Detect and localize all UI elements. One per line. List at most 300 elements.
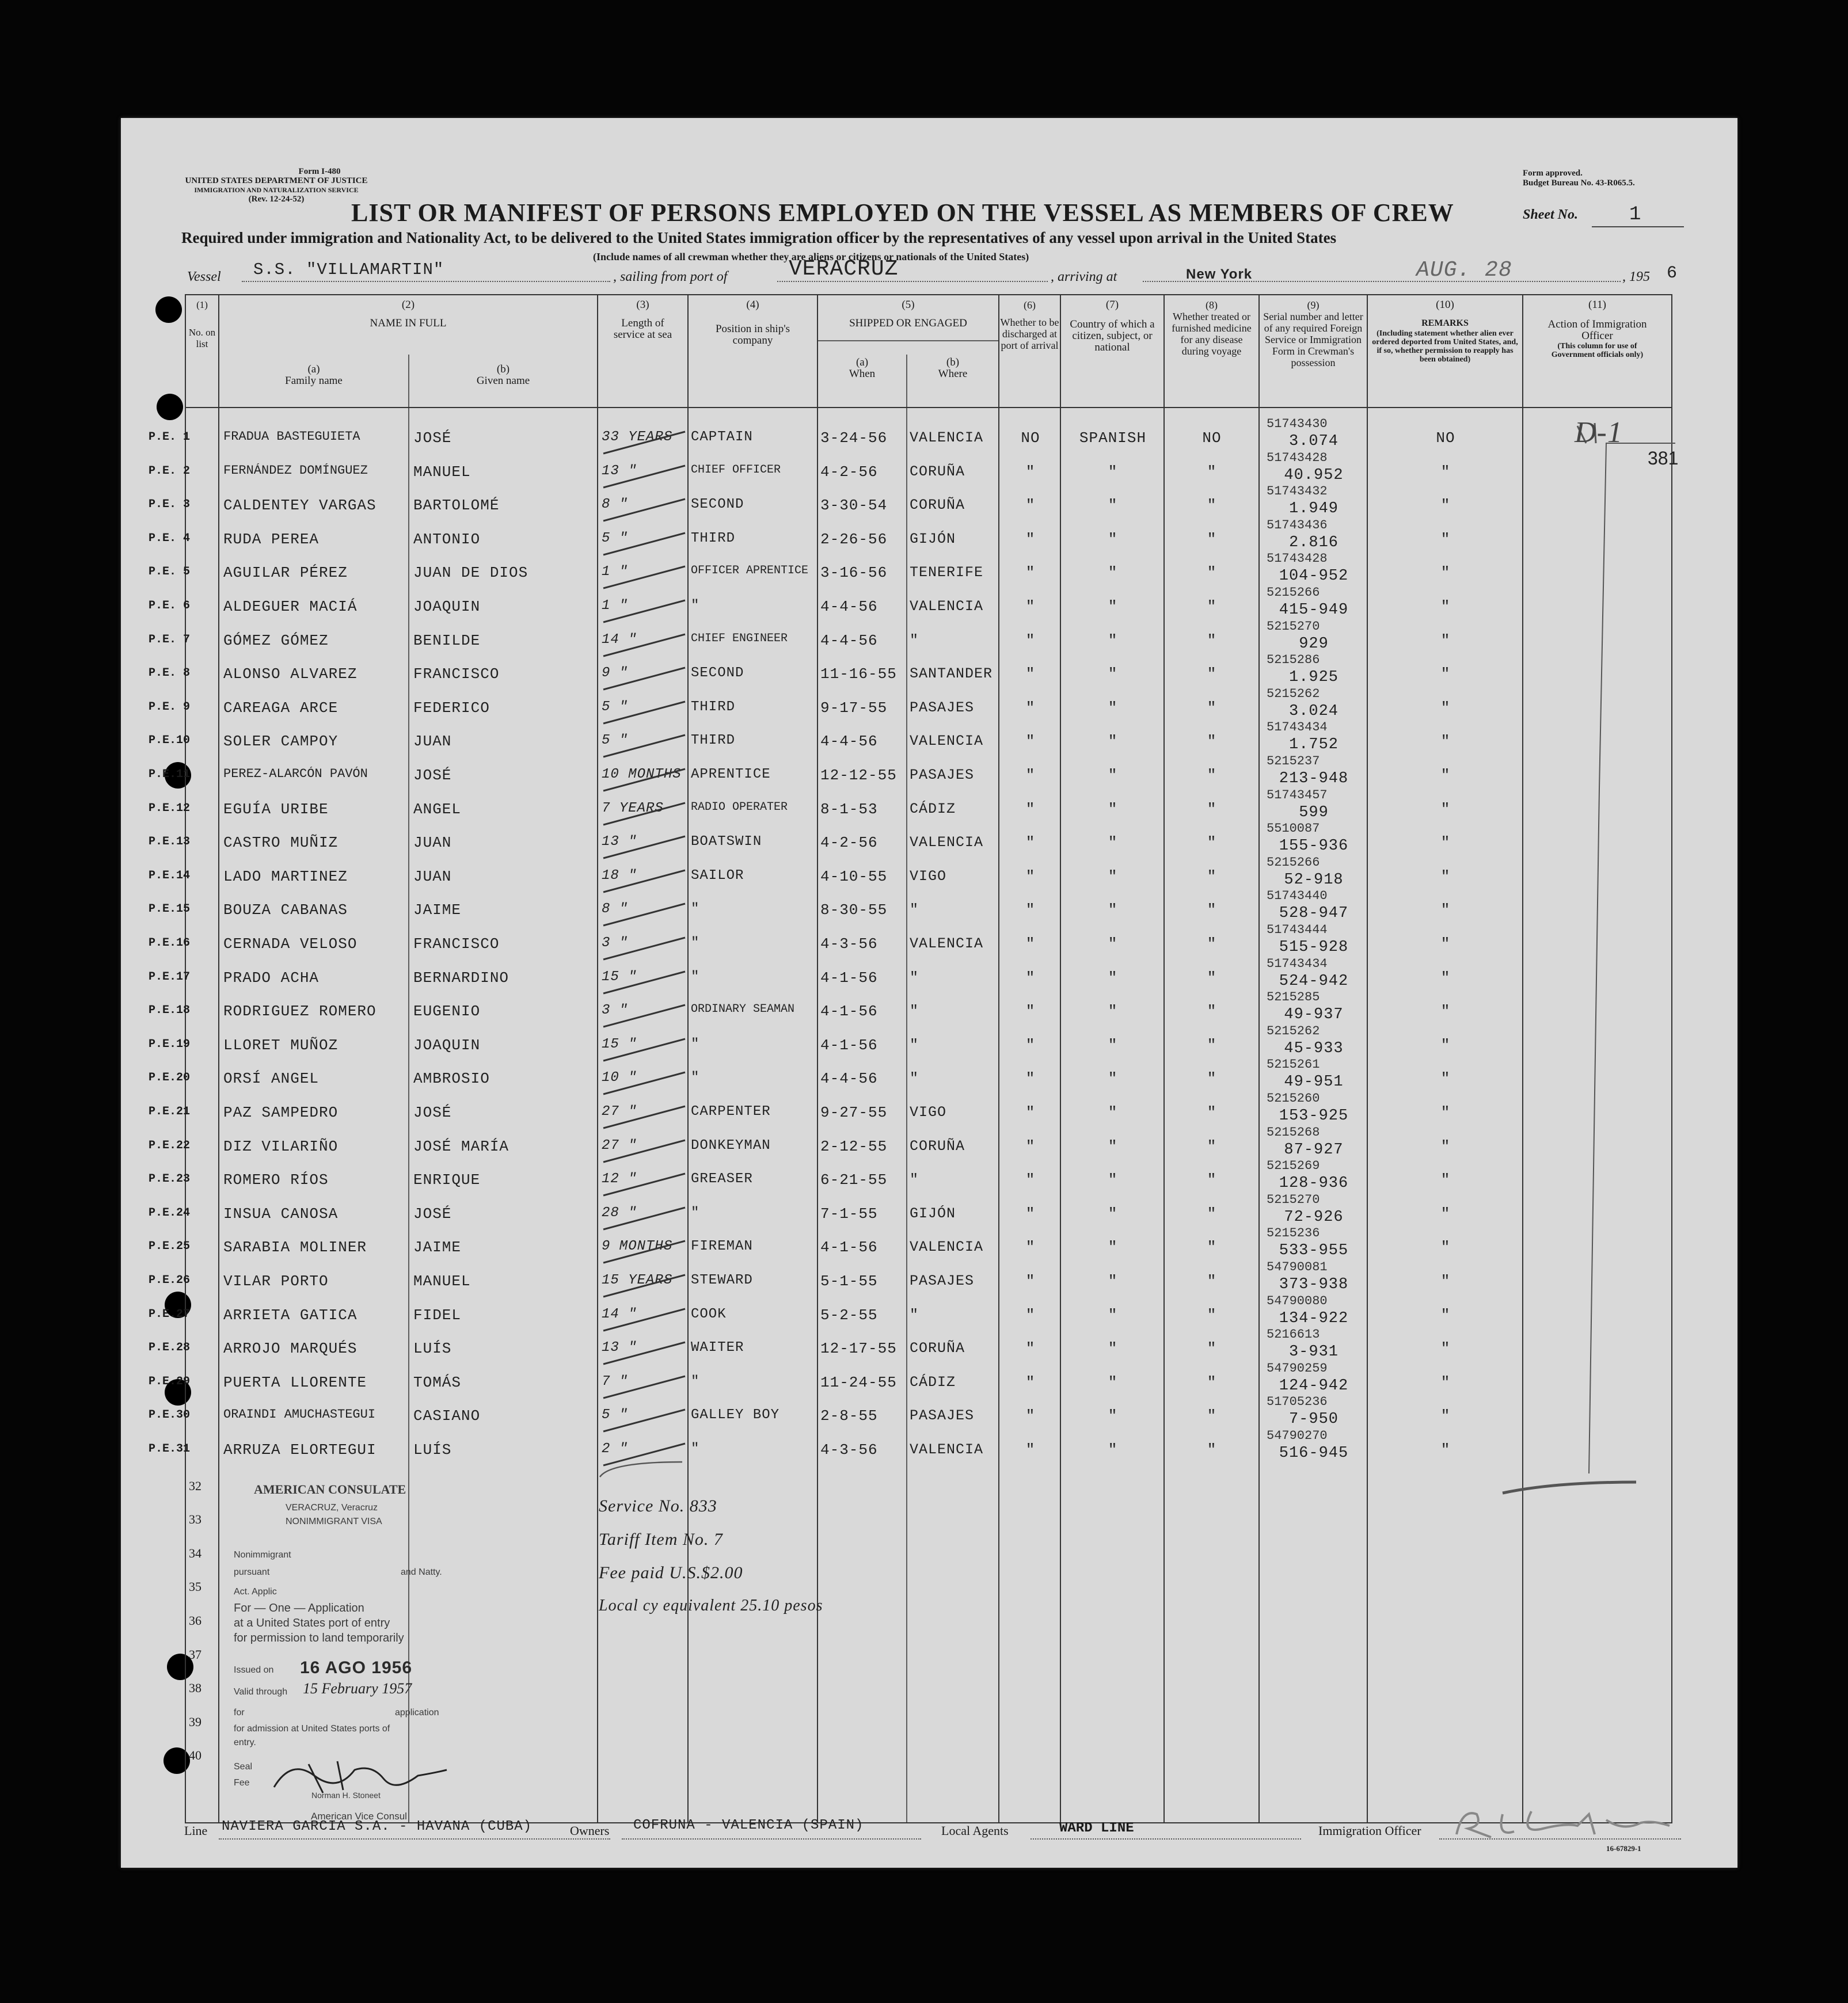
service-strike [599, 935, 714, 964]
cell-given: JUAN DE DIOS [413, 564, 528, 582]
cell-country: " [1108, 631, 1118, 649]
col8-header [1164, 299, 1259, 357]
cell-treated: " [1207, 1441, 1217, 1459]
service-strike [599, 1340, 714, 1369]
stamp-issued-date: 16 AGO 1956 [300, 1658, 412, 1677]
col7-header [1060, 299, 1164, 353]
cell-position: OFFICER APRENTICE [691, 564, 809, 578]
cell-where: PASAJES [910, 1407, 975, 1425]
cell-service: 13 " [602, 1340, 637, 1356]
table-row [0, 821, 1848, 863]
cell-country: " [1108, 1407, 1118, 1425]
cell-remarks: " [1440, 1239, 1451, 1256]
cell-treated: " [1207, 935, 1217, 953]
serial-top: 5215270 [1267, 619, 1320, 634]
serial-top: 51743436 [1267, 517, 1328, 532]
cell-remarks: " [1440, 935, 1451, 953]
serial-top: 5215268 [1267, 1125, 1320, 1140]
cell-where: PASAJES [910, 767, 975, 783]
col1-header [185, 299, 219, 350]
cell-position: WAITER [691, 1340, 744, 1356]
cell-treated: " [1207, 1003, 1217, 1020]
cell-when: 4-1-56 [820, 1003, 878, 1020]
cell-service: 10 MONTHS [602, 767, 682, 782]
cell-family: ORAINDI AMUCHASTEGUI [223, 1407, 376, 1422]
stamp-port-of-entry: at a United States port of entry [234, 1617, 390, 1629]
cell-remarks: " [1440, 800, 1451, 818]
cell-where: VIGO [910, 867, 947, 885]
cell-serial: 7-950 [1288, 1411, 1339, 1429]
cell-family: AGUILAR PÉREZ [223, 564, 348, 582]
page-title: LIST OR MANIFEST OF PERSONS EMPLOYED ON THE VESSEL AS MEMBERS OF CREW [351, 199, 1454, 227]
service-strike [599, 834, 714, 863]
cell-where: VALENCIA [910, 429, 984, 446]
serial-top: 51743440 [1267, 889, 1328, 904]
cell-service: 9 " [602, 665, 629, 681]
table-row [0, 1395, 1848, 1437]
cell-position: SECOND [691, 497, 744, 513]
table-row [0, 1057, 1848, 1099]
empty-row-number: 32 [189, 1478, 201, 1493]
col5-header [817, 299, 999, 329]
col7-number: (7) [1105, 299, 1119, 311]
cell-treated: " [1207, 1239, 1217, 1256]
cell-service: 3 " [602, 935, 629, 951]
cell-position: SAILOR [691, 867, 744, 884]
row-number: P.E.31 [149, 1442, 191, 1456]
cell-treated: " [1207, 665, 1217, 683]
cell-service: 1 " [602, 598, 629, 614]
cell-family: DIZ VILARIÑO [223, 1137, 339, 1155]
cell-treated: " [1207, 598, 1217, 615]
cell-remarks: " [1440, 901, 1451, 919]
serial-top: 51743444 [1267, 923, 1328, 937]
cell-family: ARRIETA GATICA [223, 1306, 358, 1324]
table-row [0, 990, 1848, 1032]
cell-discharged: " [1025, 1171, 1036, 1189]
col2-number: (2) [401, 299, 415, 311]
cell-when: 4-1-56 [820, 1239, 878, 1256]
stamp-valid-date: 15 February 1957 [303, 1680, 412, 1697]
cell-position: APRENTICE [691, 767, 771, 782]
cell-when: 4-10-55 [820, 867, 888, 885]
service-strike [599, 868, 714, 897]
cell-family: CASTRO MUÑIZ [223, 834, 339, 852]
serial-top: 5215262 [1267, 686, 1320, 701]
cell-when: 4-4-56 [820, 733, 878, 751]
col10-header [1367, 299, 1523, 364]
cell-service: 5 " [602, 733, 629, 749]
cell-remarks: " [1440, 598, 1451, 615]
cell-when: 7-1-55 [820, 1205, 878, 1223]
cell-treated: " [1207, 1340, 1217, 1358]
cell-given: JAIME [413, 901, 462, 919]
cell-position: STEWARD [691, 1273, 753, 1288]
cell-country: " [1108, 564, 1118, 582]
cell-remarks: " [1440, 834, 1451, 852]
row-number: P.E.23 [149, 1172, 191, 1186]
col4-title: Position in ship's company [715, 323, 790, 346]
cell-country: " [1108, 665, 1118, 683]
cell-discharged: " [1025, 733, 1036, 751]
cell-position: SECOND [691, 665, 744, 681]
service-strike [599, 497, 714, 525]
cell-serial: 49-937 [1284, 1006, 1344, 1024]
serial-top: 5215237 [1267, 754, 1320, 768]
cell-remarks: " [1440, 867, 1451, 885]
cell-country: " [1108, 1273, 1118, 1290]
col5a-title: When [849, 368, 876, 380]
cell-treated: " [1207, 1273, 1217, 1290]
note-line: Fee paid U.S.$2.00 [599, 1563, 743, 1582]
service-strike [599, 969, 714, 998]
empty-row-number: 34 [189, 1545, 201, 1560]
cell-service: 28 " [602, 1205, 637, 1221]
col10-subtitle: (Including statement whether alien ever ordered deported from United States, and, if so, whether permission to reapply has been obtained) [1372, 329, 1518, 364]
cell-position: THIRD [691, 733, 736, 749]
form-code: 16-67829-1 [1606, 1844, 1641, 1853]
cell-service: 27 " [602, 1137, 637, 1153]
cell-when: 4-2-56 [820, 463, 878, 481]
cell-where: VALENCIA [910, 1239, 984, 1256]
cell-discharged: " [1025, 631, 1036, 649]
cell-given: JOAQUIN [413, 1036, 481, 1054]
cell-country: " [1108, 1340, 1118, 1358]
cell-discharged: NO [1021, 429, 1040, 447]
cell-service: 1 " [602, 564, 629, 580]
service-strike [599, 1104, 714, 1133]
col4-number: (4) [746, 299, 759, 311]
officer-signature [1451, 1803, 1681, 1843]
cell-remarks: " [1440, 1036, 1451, 1054]
service-strike [599, 1205, 714, 1234]
vessel-name: S.S. "VILLAMARTIN" [253, 260, 444, 279]
cell-where: TENERIFE [910, 564, 984, 581]
cell-where: CÁDIZ [910, 1373, 956, 1391]
service-strike [599, 1070, 714, 1099]
row-number: P.E. 7 [149, 633, 191, 646]
arriving-label: , arriving at [1051, 269, 1117, 284]
col2a-header [219, 364, 409, 387]
cell-discharged: " [1025, 1306, 1036, 1324]
cell-position: GREASER [691, 1171, 753, 1187]
stamp-admission: for admission at United States ports of [234, 1724, 390, 1734]
cell-discharged: " [1025, 463, 1036, 481]
cell-discharged: " [1025, 935, 1036, 953]
cell-discharged: " [1025, 497, 1036, 515]
service-strike [599, 901, 714, 930]
table-row [0, 585, 1848, 627]
cell-serial: 415-949 [1279, 601, 1349, 619]
cell-serial: 72-926 [1284, 1208, 1344, 1226]
cell-given: FIDEL [413, 1306, 462, 1324]
cell-family: PUERTA LLORENTE [223, 1373, 367, 1391]
cell-family: VILAR PORTO [223, 1273, 329, 1290]
budget-bureau: Budget Bureau No. 43-R065.5. [1523, 178, 1635, 188]
serial-top: 5215262 [1267, 1023, 1320, 1038]
cell-discharged: " [1025, 530, 1036, 548]
cell-family: INSUA CANOSA [223, 1205, 339, 1223]
service-strike [599, 801, 714, 829]
cell-where: VALENCIA [910, 733, 984, 750]
cell-treated: " [1207, 969, 1217, 987]
cell-service: 5 " [602, 699, 629, 715]
cell-service: 15 " [602, 969, 637, 985]
service-strike [599, 1037, 714, 1065]
service-strike [599, 1374, 714, 1403]
table-row [0, 1091, 1848, 1133]
cell-remarks: " [1440, 969, 1451, 987]
sheet-label: Sheet No. [1523, 207, 1578, 222]
table-row [0, 686, 1848, 729]
cell-serial: 45-933 [1284, 1039, 1344, 1057]
empty-row-number: 38 [189, 1681, 201, 1696]
cell-given: LUÍS [413, 1441, 452, 1459]
row-number: P.E.13 [149, 835, 191, 849]
cell-service: 3 " [602, 1003, 629, 1019]
cell-position: THIRD [691, 699, 736, 715]
service-strike [599, 1171, 714, 1200]
cell-service: 2 " [602, 1441, 629, 1457]
serial-top: 5216613 [1267, 1327, 1320, 1342]
row-number: P.E.10 [149, 734, 191, 748]
table-row [0, 923, 1848, 965]
serial-top: 5215286 [1267, 653, 1320, 668]
cell-discharged: " [1025, 834, 1036, 852]
cell-serial: 153-925 [1279, 1107, 1349, 1125]
cell-serial: 49-951 [1284, 1073, 1344, 1091]
cell-family: BOUZA CABANAS [223, 901, 348, 919]
cell-country: " [1108, 969, 1118, 987]
include-note: (Include names of all crewman whether they are aliens or citizens or nationals of the United States) [593, 251, 1029, 262]
serial-top: 54790081 [1267, 1260, 1328, 1274]
table-row [0, 1192, 1848, 1235]
empty-row-number: 39 [189, 1714, 201, 1729]
cell-where: VALENCIA [910, 834, 984, 851]
cell-country: " [1108, 598, 1118, 615]
empty-row-number: 33 [189, 1512, 201, 1527]
col9-header [1259, 299, 1367, 368]
cell-discharged: " [1025, 1137, 1036, 1155]
cell-when: 4-1-56 [820, 969, 878, 987]
cell-family: EGUÍA URIBE [223, 800, 329, 818]
vice-consul-title: American Vice Consul [311, 1811, 407, 1822]
serial-top: 51743428 [1267, 450, 1328, 465]
cell-country: " [1108, 1003, 1118, 1020]
col5a-header [817, 357, 907, 380]
cell-remarks: " [1440, 1340, 1451, 1358]
table-row [0, 653, 1848, 695]
row-number: P.E.18 [149, 1004, 191, 1018]
col4-header [688, 299, 817, 346]
department: UNITED STATES DEPARTMENT OF JUSTICE [185, 176, 368, 185]
cell-given: JOSÉ MARÍA [413, 1137, 509, 1155]
cell-when: 2-12-55 [820, 1137, 888, 1155]
cell-country: " [1108, 497, 1118, 515]
cell-discharged: " [1025, 564, 1036, 582]
cell-where: " [910, 969, 919, 986]
cell-treated: NO [1202, 429, 1222, 447]
col10-number: (10) [1436, 299, 1454, 311]
service-strike [599, 1441, 714, 1470]
cell-family: ARROJO MARQUÉS [223, 1340, 358, 1358]
cell-country: " [1108, 1205, 1118, 1223]
cell-when: 11-16-55 [820, 665, 897, 683]
cell-position: COOK [691, 1306, 727, 1322]
owners-underline [622, 1838, 921, 1840]
col7-title: Country of which a citizen, subject, or national [1070, 318, 1155, 353]
port-of-sailing: VERACRUZ [789, 257, 899, 281]
row-number: P.E. 1 [149, 431, 191, 444]
cell-family: PAZ SAMPEDRO [223, 1104, 339, 1121]
row-number: P.E.29 [149, 1374, 191, 1388]
empty-row-number: 40 [189, 1748, 201, 1763]
row-number: P.E.16 [149, 936, 191, 950]
cell-treated: " [1207, 901, 1217, 919]
cell-when: 4-4-56 [820, 631, 878, 649]
cell-remarks: " [1440, 1407, 1451, 1425]
cell-family: LADO MARTINEZ [223, 867, 348, 885]
cell-where: " [910, 1003, 919, 1020]
cell-country: " [1108, 530, 1118, 548]
cell-discharged: " [1025, 1070, 1036, 1088]
cell-treated: " [1207, 834, 1217, 852]
cell-country: " [1108, 935, 1118, 953]
agents-value: WARD LINE [1059, 1821, 1134, 1836]
cell-serial: 1.925 [1288, 669, 1339, 687]
cell-treated: " [1207, 631, 1217, 649]
row-number: P.E.19 [149, 1037, 191, 1051]
cell-treated: " [1207, 1373, 1217, 1391]
cell-service: 14 " [602, 631, 637, 648]
table-row [0, 720, 1848, 762]
cell-position: " [691, 1441, 700, 1457]
cell-discharged: " [1025, 1407, 1036, 1425]
cell-position: RADIO OPERATER [691, 800, 788, 814]
row-number: P.E.15 [149, 903, 191, 916]
cell-serial: 1.752 [1288, 736, 1339, 754]
col1-title: No. on list [188, 327, 216, 349]
cell-country: " [1108, 767, 1118, 784]
cell-treated: " [1207, 1205, 1217, 1223]
cell-position: " [691, 935, 700, 951]
officer-label: Immigration Officer [1318, 1823, 1421, 1838]
note-line: Tariff Item No. 7 [599, 1530, 723, 1549]
cell-serial: 87-927 [1284, 1141, 1344, 1159]
service-strike [599, 1138, 714, 1167]
cell-service: 15 " [602, 1036, 637, 1052]
empty-row-number: 36 [189, 1613, 201, 1628]
cell-remarks: " [1440, 1137, 1451, 1155]
service-strike [599, 699, 714, 728]
cell-where: " [910, 1036, 919, 1053]
stamp-nonimmigrant: Nonimmigrant [234, 1550, 291, 1560]
cell-position: DONKEYMAN [691, 1137, 771, 1153]
table-row [0, 1327, 1848, 1369]
cell-where: " [910, 1070, 919, 1087]
serial-top: 54790080 [1267, 1293, 1328, 1308]
cell-given: FRANCISCO [413, 665, 500, 683]
empty-row-number: 37 [189, 1647, 201, 1662]
cell-family: ALONSO ALVAREZ [223, 665, 358, 683]
col6-header [999, 299, 1060, 351]
service-strike [599, 733, 714, 761]
row-number: P.E. 9 [149, 700, 191, 714]
cell-discharged: " [1025, 665, 1036, 683]
cell-service: 7 " [602, 1373, 629, 1389]
action-count: 381 [1648, 448, 1679, 469]
cell-country: " [1108, 1137, 1118, 1155]
cell-treated: " [1207, 497, 1217, 515]
cell-when: 3-30-54 [820, 497, 888, 515]
cell-serial: 599 [1299, 804, 1329, 821]
cell-service: 13 " [602, 834, 637, 850]
cell-given: CASIANO [413, 1407, 481, 1425]
service-strike [599, 1273, 714, 1301]
cell-when: 8-1-53 [820, 800, 878, 818]
cell-treated: " [1207, 463, 1217, 481]
cell-discharged: " [1025, 867, 1036, 885]
cell-given: JUAN [413, 733, 452, 751]
table-row [0, 484, 1848, 526]
cell-discharged: " [1025, 1441, 1036, 1459]
serial-top: 51743434 [1267, 956, 1328, 971]
cell-family: SOLER CAMPOY [223, 733, 339, 751]
row-number: P.E.25 [149, 1240, 191, 1254]
row-number: P.E.27 [149, 1307, 191, 1321]
cell-country: " [1108, 1104, 1118, 1121]
cell-country: " [1108, 699, 1118, 717]
stamp-visa: NONIMMIGRANT VISA [286, 1517, 382, 1526]
line-underline [219, 1838, 610, 1840]
service-strike [599, 463, 714, 492]
cell-treated: " [1207, 1104, 1217, 1121]
cell-when: 4-4-56 [820, 598, 878, 615]
row-number: P.E.24 [149, 1206, 191, 1220]
cell-remarks: " [1440, 665, 1451, 683]
cell-service: 13 " [602, 463, 637, 479]
consul-signature [268, 1753, 453, 1799]
cell-service: 5 " [602, 1407, 629, 1423]
cell-remarks: " [1440, 767, 1451, 784]
col10-title: REMARKS [1421, 318, 1469, 328]
cell-treated: " [1207, 1171, 1217, 1189]
action-mark: D-1 [1575, 416, 1623, 449]
cell-when: 6-21-55 [820, 1171, 888, 1189]
cell-remarks: " [1440, 699, 1451, 717]
cell-when: 8-30-55 [820, 901, 888, 919]
cell-when: 2-8-55 [820, 1407, 878, 1425]
cell-position: ORDINARY SEAMAN [691, 1003, 795, 1016]
cell-treated: " [1207, 1407, 1217, 1425]
cell-country: " [1108, 463, 1118, 481]
service-name: IMMIGRATION AND NATURALIZATION SERVICE [194, 186, 359, 194]
serial-top: 5215285 [1267, 990, 1320, 1005]
service-strike [599, 665, 714, 694]
cell-serial: 516-945 [1279, 1445, 1349, 1462]
col2b-letter: (b) [496, 363, 510, 375]
cell-where: CORUÑA [910, 1137, 965, 1155]
col5-number: (5) [902, 299, 915, 311]
cell-given: BERNARDINO [413, 969, 509, 987]
cell-remarks: " [1440, 1373, 1451, 1391]
cell-when: 3-24-56 [820, 429, 888, 447]
table-row [0, 1293, 1848, 1336]
cell-remarks: " [1440, 1104, 1451, 1121]
cell-position: FIREMAN [691, 1239, 753, 1255]
cell-position: " [691, 901, 700, 917]
cell-given: TOMÁS [413, 1373, 462, 1391]
